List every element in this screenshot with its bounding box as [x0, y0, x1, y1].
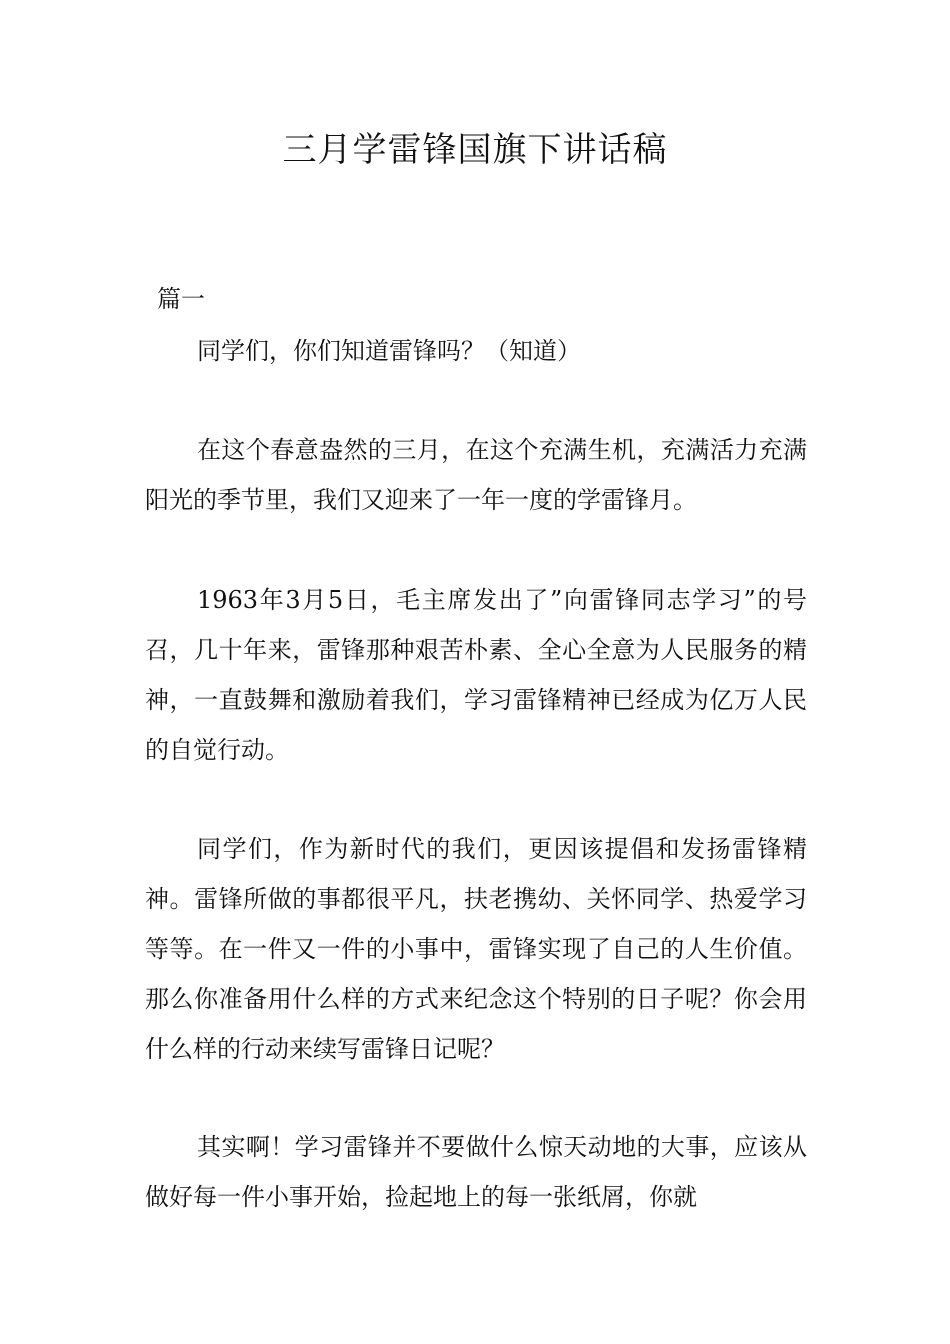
paragraph-2: 在这个春意盎然的三月，在这个充满生机，充满活力充满阳光的季节里，我们又迎来了一年一度的学雷锋月。	[145, 436, 807, 514]
paragraph-3: 1963年3月5日，毛主席发出了”向雷锋同志学习”的号召，几十年来，雷锋那种艰苦朴素、全心全意为人民服务的精神，一直鼓舞和激励着我们，学习雷锋精神已经成为亿万人民的自觉行动。	[145, 586, 807, 764]
document-title: 三月学雷锋国旗下讲话稿	[282, 130, 668, 170]
paragraph-1: 同学们，你们知道雷锋吗？（知道）	[197, 337, 581, 365]
section-label: 篇一	[157, 285, 205, 313]
paragraph-5: 其实啊！学习雷锋并不要做什么惊天动地的大事，应该从做好每一件小事开始，捡起地上的每一张纸屑，你就	[145, 1133, 807, 1211]
paragraph-4: 同学们，作为新时代的我们，更因该提倡和发扬雷锋精神。雷锋所做的事都很平凡，扶老携幼、关怀同学、热爱学习等等。在一件又一件的小事中，雷锋实现了自己的人生价值。那么你准备用什么样的方式来纪念这个特别的日子呢？你会用什么样的行动来续写雷锋日记呢？	[145, 835, 807, 1063]
